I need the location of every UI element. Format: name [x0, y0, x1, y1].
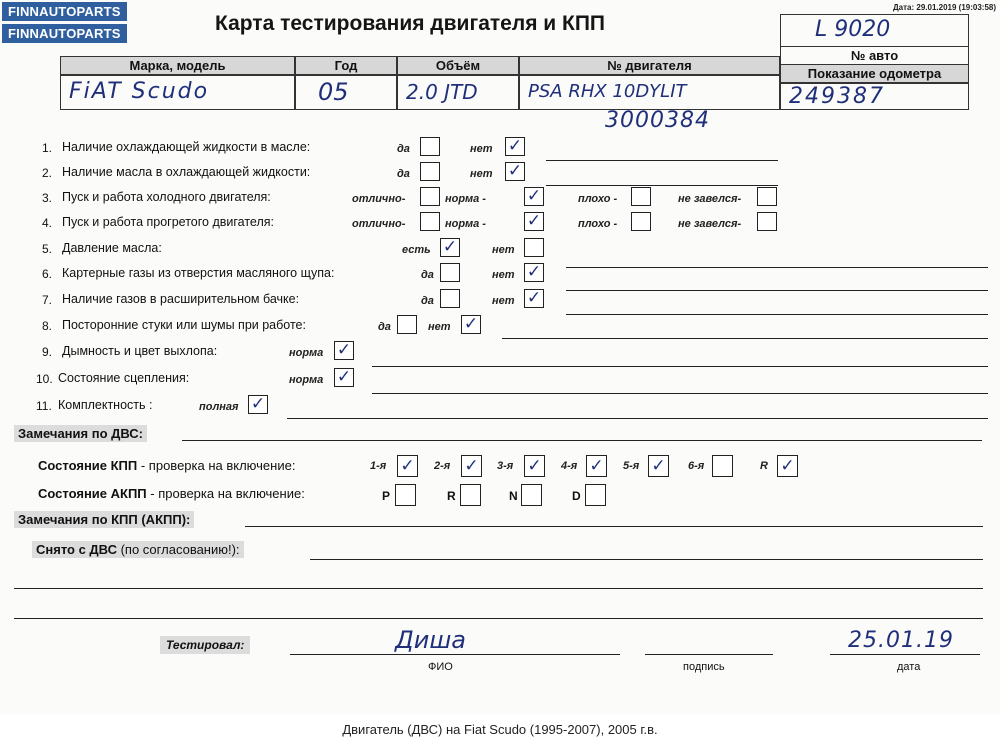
dvs-remarks-label: Замечания по ДВС:	[14, 425, 147, 442]
question-number: 10.	[36, 372, 53, 386]
akpp-position-label: P	[382, 489, 391, 503]
option-checkbox[interactable]	[248, 395, 268, 414]
option-checkbox[interactable]	[757, 187, 777, 206]
akpp-position-checkbox[interactable]	[395, 484, 416, 506]
test-date-value: 25.01.19	[848, 628, 954, 653]
option-checkbox[interactable]	[440, 263, 460, 282]
option-checkbox[interactable]	[420, 212, 440, 231]
option-checkbox[interactable]	[757, 212, 777, 231]
option-checkbox[interactable]	[505, 137, 525, 156]
option-checkbox[interactable]	[505, 162, 525, 181]
option-label: норма	[289, 374, 324, 386]
image-caption: Двигатель (ДВС) на Fiat Scudo (1995-2007), 2005 г.в.	[342, 722, 658, 737]
removed-label	[32, 541, 244, 558]
question-number: 1.	[42, 141, 53, 155]
gear-label: 5-я	[623, 460, 640, 472]
option-checkbox[interactable]	[631, 187, 651, 206]
akpp-position-checkbox[interactable]	[521, 484, 542, 506]
page-title: Карта тестирования двигателя и КПП	[215, 12, 606, 35]
option-label: нет	[470, 168, 493, 180]
gear-label: 4-я	[561, 460, 578, 472]
answer-line	[566, 290, 988, 291]
akpp-position-checkbox[interactable]	[585, 484, 606, 506]
option-checkbox[interactable]	[440, 289, 460, 308]
gear-checkbox[interactable]	[586, 455, 607, 477]
answer-line	[372, 393, 988, 394]
auto-number-value: L 9020	[815, 17, 891, 42]
name-line	[290, 654, 620, 655]
signature-line	[645, 654, 773, 655]
option-label: нет	[492, 244, 515, 256]
option-label: да	[378, 321, 391, 333]
question-text: Картерные газы из отверстия масляного щупа:	[62, 266, 335, 280]
kpp-remarks-line	[245, 526, 983, 527]
auto-number-box	[780, 14, 969, 48]
option-checkbox[interactable]	[461, 315, 481, 334]
option-label: не завелся-	[678, 193, 742, 205]
answer-line	[372, 366, 988, 367]
engine-no-value: PSA RHX 10DYLIT	[528, 81, 687, 102]
option-label: да	[421, 295, 434, 307]
option-checkbox[interactable]	[524, 263, 544, 282]
option-label: плохо -	[578, 218, 618, 230]
answer-line	[287, 418, 988, 419]
check-mark-icon: ✓	[651, 456, 666, 476]
question-text: Давление масла:	[62, 241, 162, 255]
kpp-label	[38, 458, 295, 473]
akpp-label-rest: - проверка на включение:	[146, 486, 305, 501]
question-number: 11.	[36, 399, 52, 413]
volume-cell	[397, 75, 519, 110]
gear-checkbox[interactable]	[461, 455, 482, 477]
option-checkbox[interactable]	[334, 368, 354, 387]
option-label: есть	[402, 244, 431, 256]
engine-no-cell	[519, 75, 780, 110]
option-checkbox[interactable]	[631, 212, 651, 231]
answer-line	[566, 267, 988, 268]
removed-line-3	[14, 618, 983, 619]
option-checkbox[interactable]	[334, 341, 354, 360]
signature-label: подпись	[683, 661, 725, 673]
option-label: норма -	[445, 218, 486, 230]
check-mark-icon: ✓	[589, 456, 604, 476]
watermark-logo: FINNAUTOPARTS	[2, 24, 127, 43]
option-checkbox[interactable]	[524, 238, 544, 257]
date-stamp: Дата: 29.01.2019 (19:03:58)	[892, 3, 996, 12]
akpp-label-bold: Состояние АКПП	[38, 486, 147, 501]
model-cell	[60, 75, 295, 110]
check-mark-icon: ✓	[250, 394, 266, 414]
question-number: 5.	[42, 242, 53, 256]
option-checkbox[interactable]	[420, 187, 440, 206]
question-text: Наличие охлаждающей жидкости в масле:	[62, 140, 311, 154]
gear-checkbox[interactable]	[777, 455, 798, 477]
akpp-position-label: N	[509, 489, 518, 503]
option-label: норма -	[445, 193, 486, 205]
answer-line	[502, 338, 988, 339]
option-label: полная	[199, 401, 239, 413]
option-label: нет	[470, 143, 493, 155]
kpp-remarks-label: Замечания по КПП (АКПП):	[14, 511, 194, 528]
akpp-position-label: D	[572, 489, 581, 503]
kpp-label-bold: Состояние КПП	[38, 458, 138, 473]
check-mark-icon: ✓	[507, 136, 523, 156]
check-mark-icon: ✓	[780, 456, 795, 476]
akpp-label	[38, 486, 305, 501]
gear-label: 2-я	[434, 460, 451, 472]
col-header-model: Марка, модель	[60, 56, 295, 75]
check-mark-icon: ✓	[526, 262, 542, 282]
option-checkbox[interactable]	[420, 137, 440, 156]
gear-checkbox[interactable]	[712, 455, 733, 477]
kpp-label-rest: - проверка на включение:	[137, 458, 296, 473]
col-header-odometer: Показание одометра	[780, 64, 969, 83]
answer-line	[546, 185, 778, 186]
question-number: 3.	[42, 191, 53, 205]
col-header-year: Год	[295, 56, 397, 75]
col-header-engine-no: № двигателя	[519, 56, 780, 75]
col-header-volume: Объём	[397, 56, 519, 75]
watermark-logo: FINNAUTOPARTS	[2, 2, 127, 21]
tested-label: Тестировал:	[160, 636, 250, 654]
option-label: не завелся-	[678, 218, 742, 230]
volume-value: 2.0 JTD	[406, 80, 478, 104]
odometer-value: 249387	[789, 84, 885, 109]
question-text: Наличие газов в расширительном бачке:	[62, 292, 300, 306]
check-mark-icon: ✓	[400, 456, 415, 476]
question-text: Пуск и работа холодного двигателя:	[62, 190, 271, 204]
option-checkbox[interactable]	[524, 212, 544, 231]
dvs-remarks-line	[182, 440, 982, 441]
question-number: 6.	[42, 267, 53, 281]
removed-label-rest: (по согласованию!):	[116, 542, 240, 557]
question-text: Посторонние стуки или шумы при работе:	[62, 318, 306, 332]
option-label: норма	[289, 347, 324, 359]
question-text: Комплектность :	[58, 398, 153, 412]
akpp-position-label: R	[447, 489, 456, 503]
removed-label-bold: Снято с ДВС	[36, 542, 117, 557]
gear-checkbox[interactable]	[648, 455, 669, 477]
answer-line	[546, 160, 778, 161]
engine-no-extra: 3000384	[605, 108, 710, 133]
option-label: нет	[492, 269, 515, 281]
question-text: Наличие масла в охлаждающей жидкости:	[62, 165, 311, 179]
gear-label: R	[760, 460, 768, 472]
model-value: FiAT Scudo	[69, 79, 210, 104]
question-text: Пуск и работа прогретого двигателя:	[62, 215, 274, 229]
option-label: да	[397, 168, 410, 180]
option-checkbox[interactable]	[524, 187, 544, 206]
question-number: 2.	[42, 166, 53, 180]
gear-label: 3-я	[497, 460, 514, 472]
answer-line	[566, 314, 988, 315]
gear-label: 1-я	[370, 460, 387, 472]
question-number: 4.	[42, 216, 53, 230]
date-label: дата	[897, 661, 921, 673]
check-mark-icon: ✓	[442, 237, 458, 257]
removed-line-1	[310, 559, 983, 560]
option-checkbox[interactable]	[420, 162, 440, 181]
check-mark-icon: ✓	[336, 340, 352, 360]
option-label: нет	[428, 321, 451, 333]
option-checkbox[interactable]	[440, 238, 460, 257]
question-text: Дымность и цвет выхлопа:	[62, 344, 218, 358]
auto-number-label: № авто	[780, 46, 969, 65]
check-mark-icon: ✓	[336, 367, 352, 387]
check-mark-icon: ✓	[526, 211, 542, 231]
question-text: Состояние сцепления:	[58, 371, 190, 385]
fio-label: ФИО	[428, 661, 453, 673]
question-number: 9.	[42, 345, 53, 359]
check-mark-icon: ✓	[463, 314, 479, 334]
question-number: 8.	[42, 319, 53, 333]
question-number: 7.	[42, 293, 53, 307]
tester-signature: Диша	[395, 626, 467, 654]
year-cell	[295, 75, 397, 110]
gear-label: 6-я	[688, 460, 705, 472]
option-label: плохо -	[578, 193, 618, 205]
check-mark-icon: ✓	[526, 186, 542, 206]
odometer-cell	[780, 83, 969, 110]
date-line	[830, 654, 980, 655]
gear-checkbox[interactable]	[524, 455, 545, 477]
option-label: да	[397, 143, 410, 155]
option-checkbox[interactable]	[397, 315, 417, 334]
option-label: отлично-	[352, 193, 406, 205]
year-value: 05	[318, 78, 349, 106]
option-label: нет	[492, 295, 515, 307]
option-label: отлично-	[352, 218, 406, 230]
check-mark-icon: ✓	[526, 288, 542, 308]
option-checkbox[interactable]	[524, 289, 544, 308]
akpp-position-checkbox[interactable]	[460, 484, 481, 506]
gear-checkbox[interactable]	[397, 455, 418, 477]
removed-line-2	[14, 588, 983, 589]
check-mark-icon: ✓	[507, 161, 523, 181]
option-label: да	[421, 269, 434, 281]
check-mark-icon: ✓	[464, 456, 479, 476]
check-mark-icon: ✓	[527, 456, 542, 476]
